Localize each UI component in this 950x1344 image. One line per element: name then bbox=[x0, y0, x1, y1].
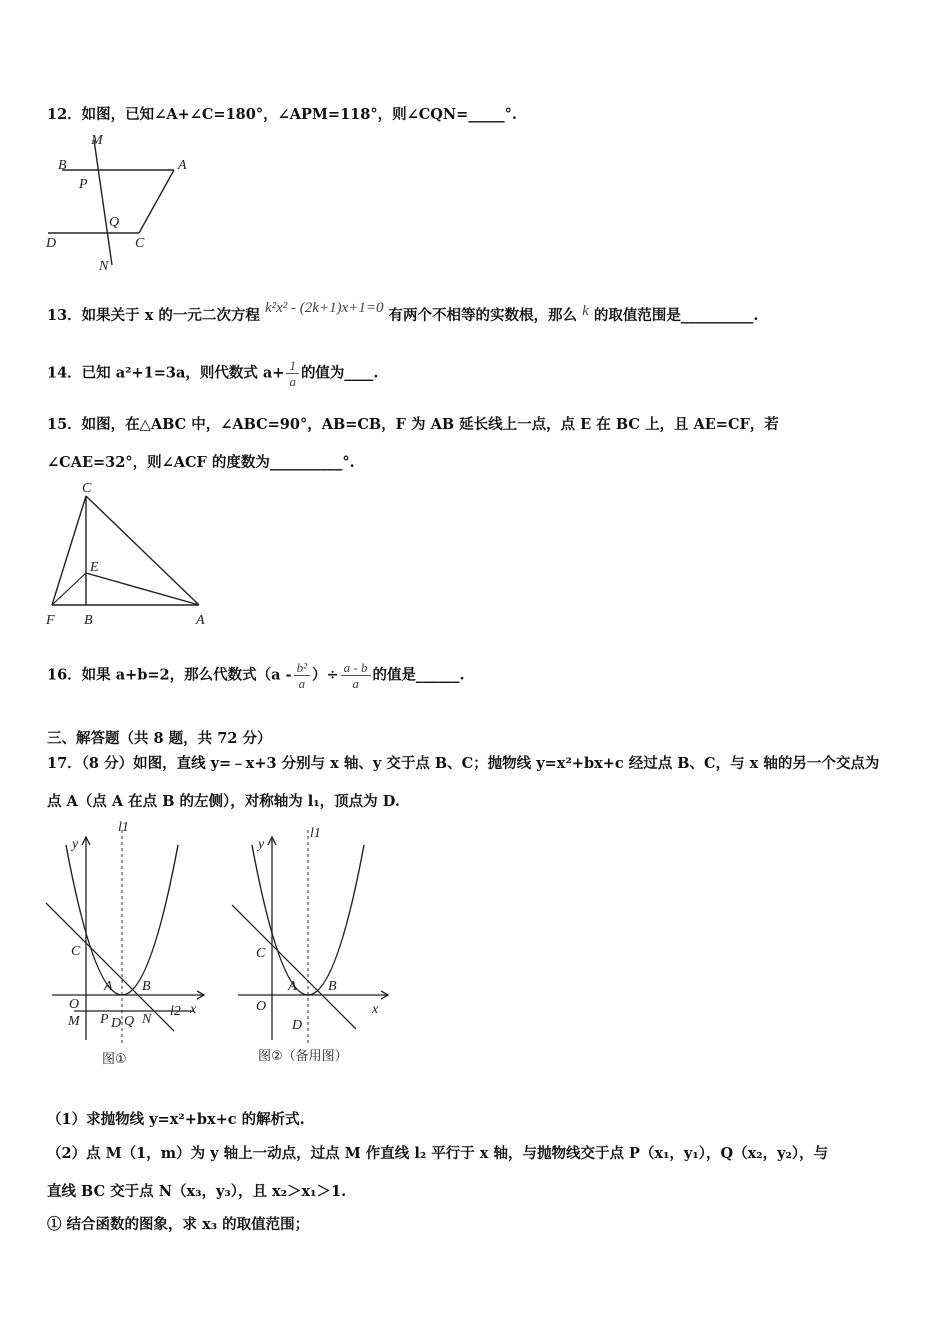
q16-fraction-2: $\frac{a - b}{a}$ bbox=[341, 660, 371, 691]
q13-prefix: 13．如果关于 x 的一元二次方程 bbox=[47, 307, 260, 324]
fig2-label-l1: l1 bbox=[310, 826, 321, 841]
q16-mid: ）÷ bbox=[312, 666, 339, 684]
question-15-figure bbox=[44, 478, 214, 628]
label-d: D bbox=[46, 236, 57, 251]
question-15-line1: 15．如图，在△ABC 中，∠ABC=90°，AB=CB，F 为 AB 延长线上一点，点 E 在 BC 上，且 AE=CF，若 bbox=[47, 416, 779, 433]
label-b: B bbox=[84, 613, 93, 628]
q13-suffix: 的取值范围是__________. bbox=[593, 307, 759, 324]
fig2-label-x: x bbox=[372, 1002, 379, 1017]
fig2-label-b: B bbox=[328, 979, 337, 994]
fig1-label-n: N bbox=[142, 1012, 152, 1027]
q13-middle: 有两个不相等的实数根，那么 bbox=[388, 307, 578, 324]
fig1-label-c: C bbox=[71, 944, 81, 959]
fig1-label-d: D bbox=[111, 1016, 122, 1031]
question-17-figure-1 bbox=[44, 815, 214, 1075]
fig1-caption: 图① bbox=[102, 1052, 127, 1067]
label-f: F bbox=[46, 613, 55, 628]
fig2-caption: 图②（备用图） bbox=[258, 1049, 348, 1064]
question-17-line1: 17．（8 分）如图，直线 y=﹣x+3 分别与 x 轴、y 交于点 B、C；抛物线 y=x²+bx+c 经过点 B、C，与 x 轴的另一个交点为 bbox=[47, 755, 880, 772]
question-17-line2: 点 A（点 A 在点 B 的左侧），对称轴为 l₁，顶点为 D. bbox=[47, 793, 400, 810]
label-c: C bbox=[82, 481, 92, 496]
fig1-label-x: x bbox=[190, 1002, 197, 1017]
question-15-line2: ∠CAE=32°，则∠ACF 的度数为__________°. bbox=[47, 454, 355, 471]
question-17-figure-2 bbox=[228, 815, 398, 1075]
q14-suffix: 的值为____. bbox=[300, 364, 379, 382]
fig1-label-l2: l2 bbox=[170, 1004, 181, 1019]
question-14 bbox=[47, 358, 379, 389]
label-n: N bbox=[99, 259, 109, 274]
fig2-label-o: O bbox=[256, 999, 267, 1014]
question-12-text: 12．如图，已知∠A+∠C=180°，∠APM=118°，则∠CQN=_____°. bbox=[47, 106, 517, 123]
q14-fraction: $\frac{1}{a}$ bbox=[286, 358, 299, 389]
label-b: B bbox=[58, 158, 67, 173]
q13-var: k bbox=[582, 303, 589, 319]
fig1-label-p: P bbox=[100, 1012, 109, 1027]
q16-fraction-1: $\frac{\text{b²}}{a}$ bbox=[294, 660, 310, 691]
q13-equation: k²x² - (2k+1)x+1=0 bbox=[264, 300, 384, 316]
fig2-label-d: D bbox=[292, 1018, 303, 1033]
question-17-part2-line2: 直线 BC 交于点 N（x₃，y₃），且 x₂＞x₁＞1. bbox=[47, 1183, 347, 1200]
label-e: E bbox=[90, 560, 99, 575]
q16-prefix: 16．如果 a+b=2，那么代数式（a - bbox=[47, 666, 292, 684]
question-16 bbox=[47, 660, 465, 691]
label-c: C bbox=[135, 236, 145, 251]
question-13 bbox=[47, 300, 759, 325]
section-3-title: 三、解答题（共 8 题，共 72 分） bbox=[47, 730, 272, 747]
label-a: A bbox=[196, 613, 205, 628]
label-p: P bbox=[79, 177, 88, 192]
question-17-part2-sub1: ① 结合函数的图象，求 x₃ 的取值范围； bbox=[47, 1216, 310, 1233]
label-a: A bbox=[178, 158, 187, 173]
label-q: Q bbox=[109, 215, 120, 230]
fig1-label-a: A bbox=[104, 979, 113, 994]
fig1-label-o: O bbox=[69, 997, 80, 1012]
fig1-label-y: y bbox=[72, 837, 79, 852]
fig1-label-m: M bbox=[68, 1014, 80, 1029]
question-17-part1: （1）求抛物线 y=x²+bx+c 的解析式. bbox=[47, 1111, 305, 1128]
fig1-label-l1: l1 bbox=[118, 820, 129, 835]
q14-prefix: 14．已知 a²+1=3a，则代数式 a+ bbox=[47, 364, 285, 382]
fig1-label-q: Q bbox=[124, 1014, 135, 1029]
fig2-label-a: A bbox=[288, 979, 297, 994]
fig2-label-y: y bbox=[258, 837, 265, 852]
fig2-label-c: C bbox=[256, 946, 266, 961]
q16-suffix: 的值是______. bbox=[372, 666, 465, 684]
label-m: M bbox=[91, 133, 103, 148]
fig1-label-b: B bbox=[142, 979, 151, 994]
question-17-part2-line1: （2）点 M（1，m）为 y 轴上一动点，过点 M 作直线 l₂ 平行于 x 轴，与抛物线交于点 P（x₁，y₁），Q（x₂，y₂），与 bbox=[47, 1145, 829, 1162]
question-12-figure bbox=[44, 130, 204, 275]
